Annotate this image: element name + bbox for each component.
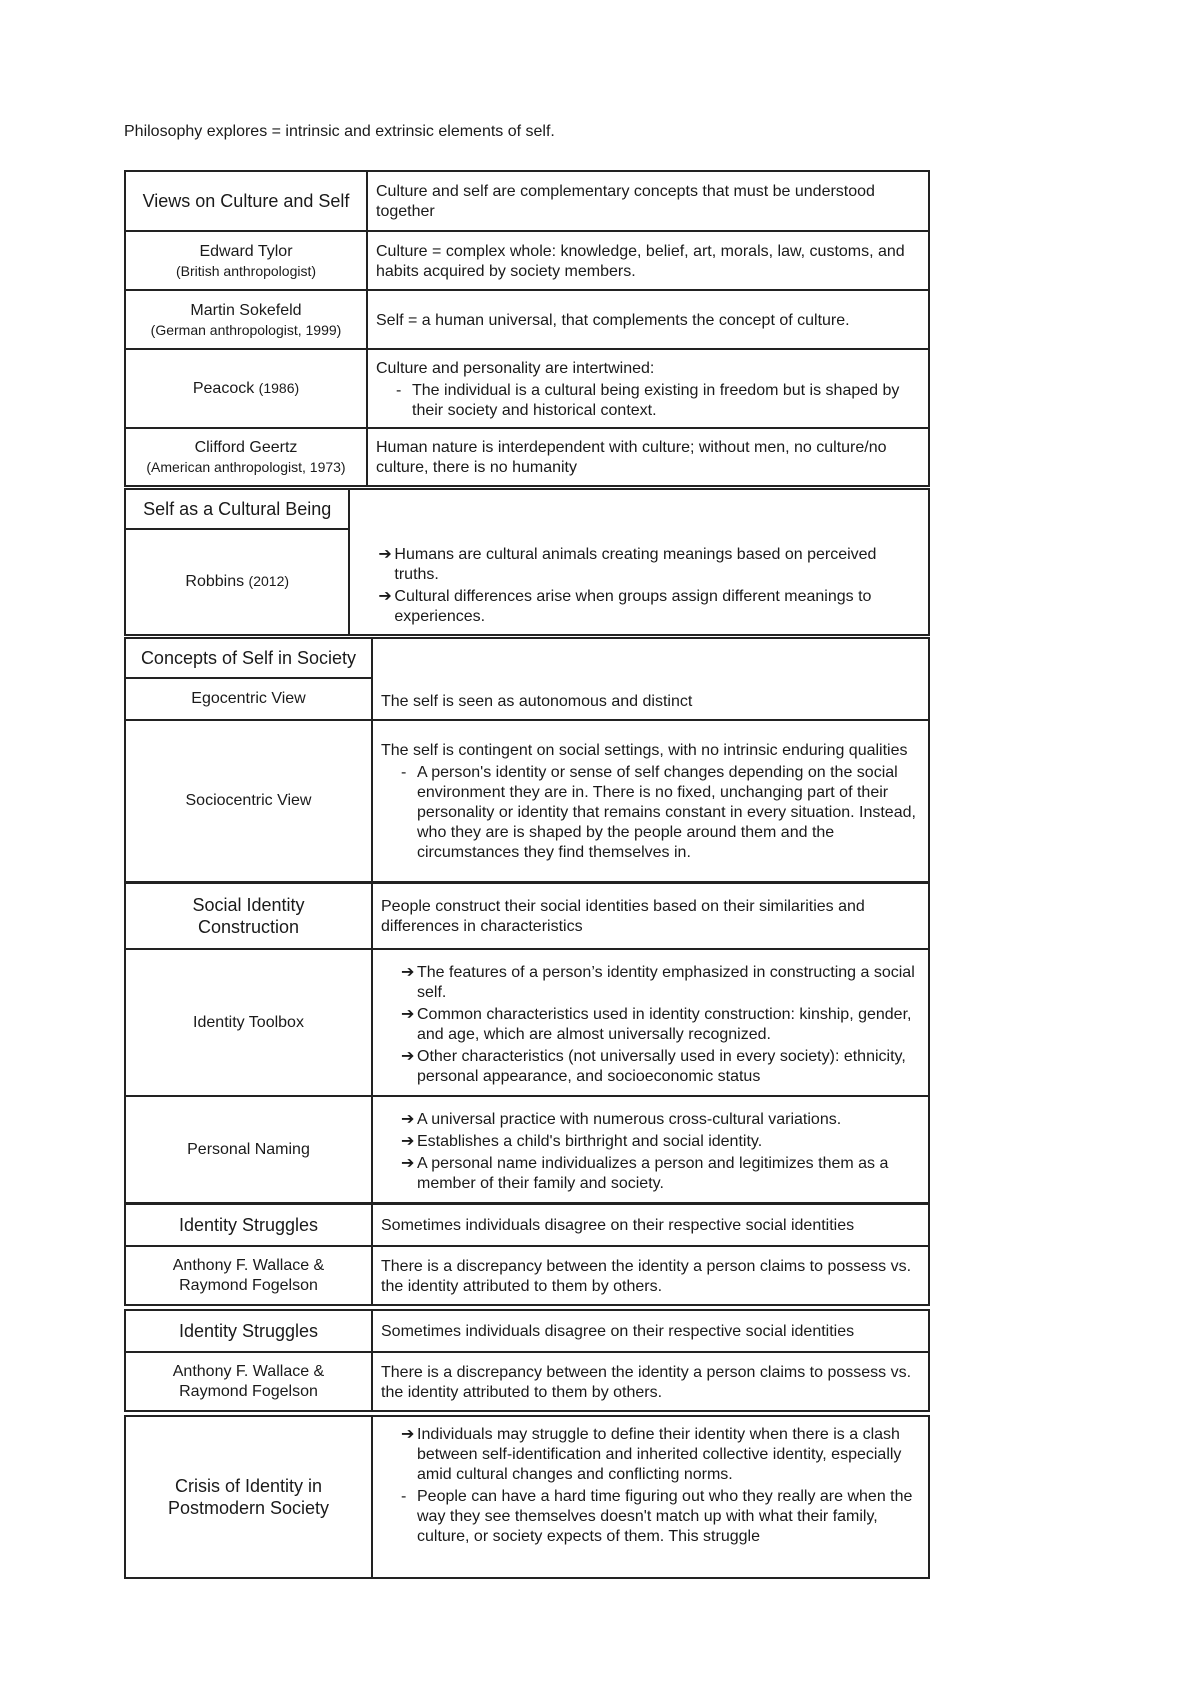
table-row: [126, 719, 928, 881]
arrow-marker: ➔: [401, 1110, 415, 1128]
struggles-header-desc: Sometimes individuals disagree on their respective social identities: [381, 1323, 855, 1340]
views-header-desc: Culture and self are complementary concepts that must be understood together: [376, 183, 875, 220]
row-desc: Self = a human universal, that complements the concept of culture.: [376, 311, 850, 329]
row-desc: There is a discrepancy between the identity a person claims to possess vs. the identity attributed to them by others.: [381, 1257, 912, 1295]
sociocentric-desc: The self is contingent on social settings, with no intrinsic enduring qualities: [381, 742, 908, 759]
identity-struggles-table: [124, 1203, 930, 1306]
table-row: [126, 289, 928, 348]
list-item: [376, 381, 922, 421]
arrow-marker: ➔: [401, 1005, 415, 1023]
author-sub: (1986): [258, 379, 300, 396]
dash-marker: -: [401, 1488, 407, 1505]
author-sub: (German anthropologist, 1999): [150, 321, 342, 338]
arrow-marker: ➔: [401, 1047, 415, 1065]
views-header: Views on Culture and Self: [126, 172, 368, 230]
list-item: [381, 1132, 922, 1152]
dash-marker: -: [401, 764, 407, 781]
author-name: Anthony F. Wallace & Raymond Fogelson: [126, 1247, 373, 1304]
author-sub: (American anthropologist, 1973): [146, 459, 346, 475]
struggles-header: Identity Struggles: [126, 1311, 373, 1351]
concepts-header: Concepts of Self in Society: [126, 639, 371, 679]
list-item-text: People can have a hard time figuring out who they really are when the way they see themselves doesn't match up with what their family, culture, or society expects of them. This struggle: [417, 1488, 913, 1545]
identity-struggles-table: [124, 1309, 930, 1412]
list-item: [381, 963, 922, 1003]
list-item: [381, 1487, 922, 1547]
author-name: Clifford Geertz: [194, 439, 298, 456]
social-identity-header: Social Identity Construction: [126, 884, 373, 948]
list-item-text: The features of a person’s identity emphasized in constructing a social self.: [417, 963, 915, 1001]
author-name: Robbins: [185, 573, 245, 590]
list-item: [381, 1047, 922, 1087]
table-row: [126, 1245, 928, 1304]
intro-text: Philosophy explores = intrinsic and extrinsic elements of self.: [124, 123, 555, 140]
crisis-table: [124, 1415, 930, 1579]
row-desc: There is a discrepancy between the identity a person claims to possess vs. the identity attributed to them by others.: [381, 1363, 912, 1401]
social-identity-table: [124, 882, 930, 1204]
arrow-marker: ➔: [401, 1154, 415, 1172]
row-desc: Culture = complex whole: knowledge, belief, art, morals, law, customs, and habits acquired by society members.: [376, 242, 905, 280]
social-identity-desc: People construct their social identities based on their similarities and differences in characteristics: [381, 898, 865, 935]
list-item: [381, 1425, 922, 1485]
author-sub: (British anthropologist): [175, 262, 317, 279]
table-row: [126, 1095, 928, 1202]
list-item-text: A personal name individualizes a person and legitimizes them as a member of their family and society.: [417, 1154, 889, 1192]
naming-label: Personal Naming: [126, 1097, 373, 1202]
cultural-being-header: Self as a Cultural Being: [126, 490, 348, 530]
dash-marker: -: [396, 381, 402, 399]
list-item: [358, 545, 922, 585]
list-item: [381, 763, 922, 863]
author-sub: (2012): [248, 573, 290, 589]
author-name: Anthony F. Wallace & Raymond Fogelson: [126, 1353, 373, 1410]
list-item: [381, 1154, 922, 1194]
list-item: [381, 1005, 922, 1045]
list-item-text: A universal practice with numerous cross-cultural variations.: [417, 1110, 842, 1128]
list-item-text: Establishes a child's birthright and social identity.: [417, 1132, 763, 1150]
list-item-text: Cultural differences arise when groups assign different meanings to experiences.: [394, 588, 872, 625]
views-header-row: [126, 172, 928, 230]
list-item-text: Individuals may struggle to define their identity when there is a clash between self-identification and inherited collective identity, especially amid cultural changes and conflicting norms.: [417, 1426, 902, 1483]
row-desc: Human nature is interdependent with culture; without men, no culture/no culture, there is no humanity: [376, 439, 887, 476]
row-desc: Culture and personality are intertwined:: [376, 359, 655, 377]
author-name: Edward Tylor: [199, 242, 293, 260]
table-row: [126, 948, 928, 1095]
cultural-being-table: [124, 488, 930, 636]
arrow-marker: ➔: [401, 1426, 415, 1443]
author-name: Peacock: [192, 379, 255, 397]
struggles-header-desc: Sometimes individuals disagree on their respective social identities: [381, 1217, 855, 1234]
list-item-text: Other characteristics (not universally used in every society): ethnicity, personal appearance, and socioeconomic status: [417, 1047, 906, 1085]
table-row: [126, 230, 928, 289]
egocentric-label: Egocentric View: [191, 690, 306, 707]
egocentric-desc: The self is seen as autonomous and distinct: [381, 693, 693, 710]
arrow-marker: ➔: [378, 588, 392, 605]
concepts-table: [124, 637, 930, 883]
list-item-text: Common characteristics used in identity construction: kinship, gender, and age, which are almost universally recognized.: [417, 1005, 912, 1043]
list-item-text: Humans are cultural animals creating meanings based on perceived truths.: [394, 546, 877, 583]
arrow-marker: ➔: [401, 963, 415, 981]
table-row: [126, 348, 928, 427]
views-table: [124, 170, 930, 487]
arrow-marker: ➔: [401, 1132, 415, 1150]
list-item-text: A person's identity or sense of self changes depending on the social environment they are in. There is no fixed, unchanging part of their personality or identity that remains constant in every situation. Instead, who they are is shaped by the people around them and the circumstances they find themselves in.: [417, 764, 916, 861]
struggles-header: Identity Struggles: [126, 1205, 373, 1245]
list-item: [381, 1110, 922, 1130]
toolbox-label: Identity Toolbox: [126, 950, 373, 1095]
sociocentric-label: Sociocentric View: [126, 721, 373, 881]
author-name: Martin Sokefeld: [190, 301, 302, 319]
crisis-header: Crisis of Identity in Postmodern Society: [126, 1417, 373, 1577]
table-row: [126, 1351, 928, 1410]
arrow-marker: ➔: [378, 546, 392, 563]
table-row: [126, 427, 928, 485]
list-item: [358, 587, 922, 627]
list-item-text: The individual is a cultural being existing in freedom but is shaped by their society and historical context.: [412, 381, 900, 419]
